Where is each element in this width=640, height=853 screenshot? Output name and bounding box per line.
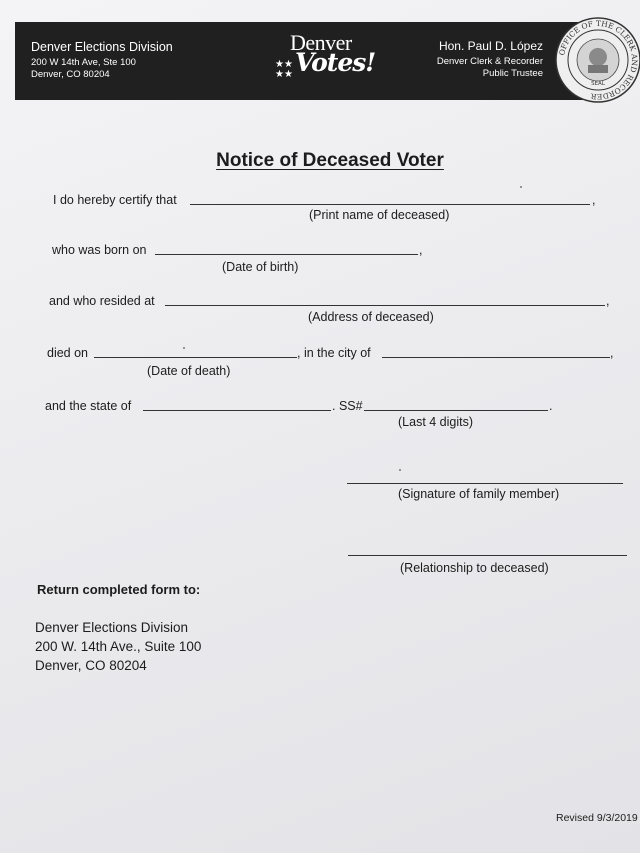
comma: , xyxy=(606,294,610,308)
division-street: 200 W 14th Ave, Ste 100 xyxy=(31,57,136,68)
comma: , xyxy=(419,243,423,257)
birth-date-field[interactable] xyxy=(155,254,418,255)
period: . xyxy=(549,399,553,413)
resided-label: and who resided at xyxy=(49,294,155,308)
paper-speck xyxy=(399,469,401,471)
address-field[interactable] xyxy=(165,305,605,306)
died-label: died on xyxy=(47,346,89,360)
division-name: Denver Elections Division xyxy=(31,40,173,54)
form-title: Notice of Deceased Voter xyxy=(216,150,444,171)
return-city: Denver, CO 80204 xyxy=(35,658,147,673)
death-date-field[interactable] xyxy=(94,357,297,358)
return-heading: Return completed form to: xyxy=(37,582,201,597)
official-name: Hon. Paul D. López xyxy=(438,39,543,53)
logo-denver-text: Denver xyxy=(290,30,352,55)
paper-speck xyxy=(520,186,522,188)
official-title: Denver Clerk & Recorder xyxy=(436,56,543,67)
deceased-name-caption: (Print name of deceased) xyxy=(309,208,450,222)
comma: , xyxy=(610,346,614,360)
birth-date-caption: (Date of birth) xyxy=(222,260,299,274)
division-address-block xyxy=(31,40,173,81)
city-field[interactable] xyxy=(382,357,610,358)
logo-stars-icon: ★★ ★★ xyxy=(275,59,293,80)
death-date-caption: (Date of death) xyxy=(147,364,231,378)
comma: , xyxy=(592,193,596,207)
official-subtitle: Public Trustee xyxy=(482,68,543,79)
born-label: who was born on xyxy=(52,243,147,257)
paper-speck xyxy=(183,347,185,349)
denver-votes-logo xyxy=(273,30,383,90)
certify-label: I do hereby certify that xyxy=(53,193,177,207)
letterhead-banner xyxy=(15,22,613,100)
return-street: 200 W. 14th Ave., Suite 100 xyxy=(35,639,202,654)
ssn-label: . SS# xyxy=(332,399,363,413)
ssn-caption: (Last 4 digits) xyxy=(398,415,474,429)
deceased-name-field[interactable] xyxy=(190,204,590,205)
svg-text:OFFICE OF THE CLERK AND RECORD: OFFICE OF THE CLERK AND RECORDER xyxy=(557,18,640,102)
clerk-seal-icon xyxy=(555,17,640,103)
signature-caption: (Signature of family member) xyxy=(398,487,560,501)
return-org: Denver Elections Division xyxy=(35,620,189,635)
revision-date: Revised 9/3/2019 xyxy=(556,812,638,824)
state-label: and the state of xyxy=(45,399,132,413)
logo-votes-text: Votes! xyxy=(295,48,376,77)
official-block xyxy=(437,39,543,80)
signature-field[interactable] xyxy=(347,483,623,484)
state-field[interactable] xyxy=(143,410,331,411)
relationship-caption: (Relationship to deceased) xyxy=(400,561,549,575)
svg-text:SEAL: SEAL xyxy=(591,81,605,87)
division-city: Denver, CO 80204 xyxy=(31,69,110,80)
ssn-field[interactable] xyxy=(364,410,548,411)
city-label: , in the city of xyxy=(297,346,371,360)
address-caption: (Address of deceased) xyxy=(308,310,434,324)
relationship-field[interactable] xyxy=(348,555,627,556)
